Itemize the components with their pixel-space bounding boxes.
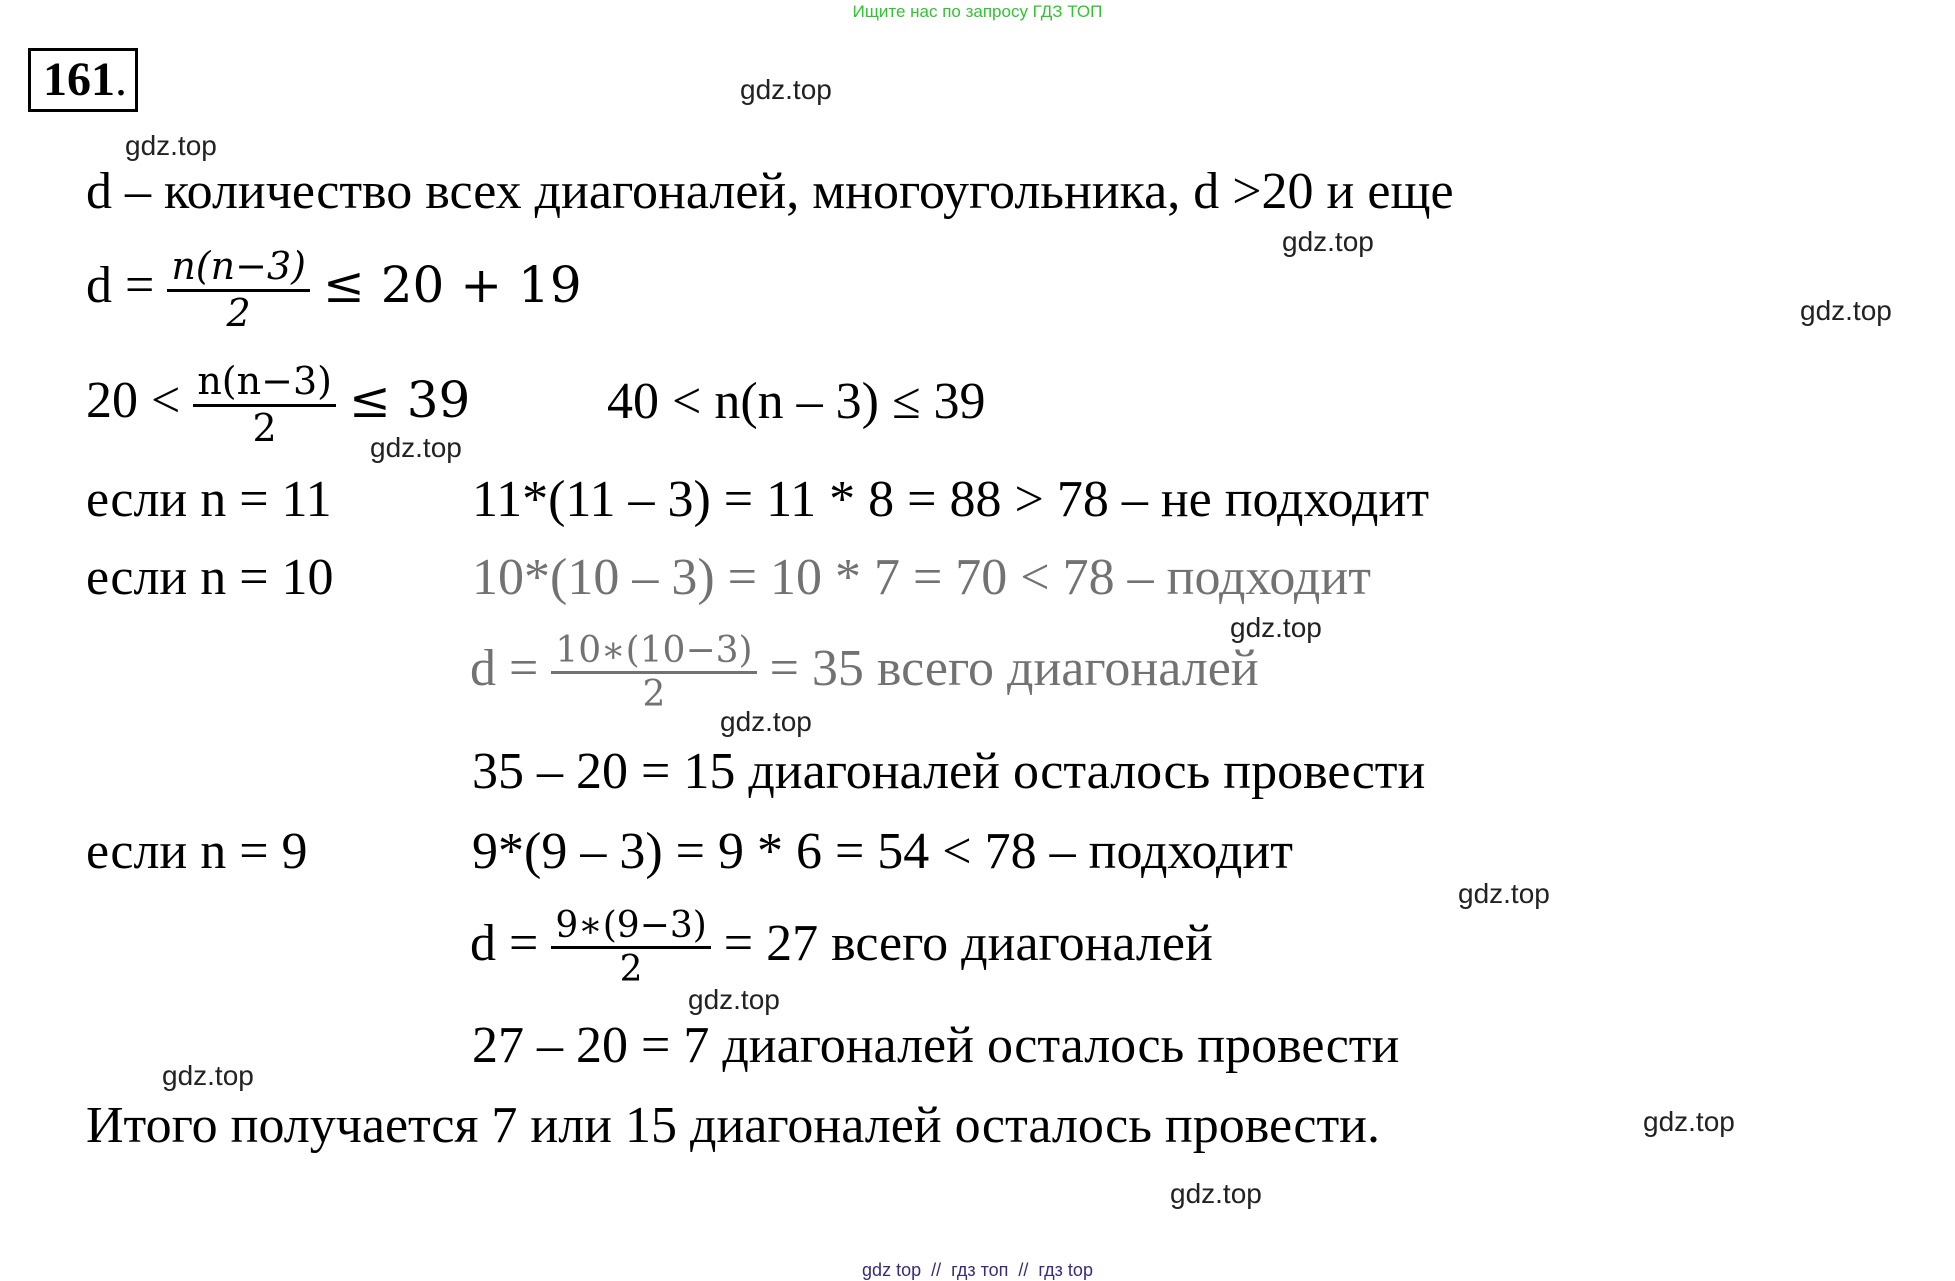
watermark: gdz.top xyxy=(720,706,812,737)
line-6-right: = 35 всего диагоналей xyxy=(769,639,1259,697)
line-3-left: 20 < xyxy=(86,372,181,430)
watermark: gdz.top xyxy=(1800,295,1892,326)
line-definition: d – количество всех диагоналей, многоугольника, d >20 и еще xyxy=(86,163,1454,220)
fraction-denominator: 2 xyxy=(226,290,251,335)
line-9-left: d = xyxy=(470,914,539,972)
watermark: gdz.top xyxy=(1643,1106,1735,1137)
fraction-10-10-3 xyxy=(551,630,756,716)
line-d-35 xyxy=(470,630,1259,716)
watermark: gdz.top xyxy=(370,432,462,463)
fraction-denominator: 2 xyxy=(642,674,666,716)
watermark: gdz.top xyxy=(1230,612,1322,643)
fraction-denominator: 2 xyxy=(252,405,277,450)
watermark: gdz.top xyxy=(125,130,217,161)
fraction-numerator: n(n−3) xyxy=(193,360,336,407)
line-9-right: = 27 всего диагоналей xyxy=(723,914,1213,972)
watermark: gdz.top xyxy=(740,74,832,105)
footer: gdz top // гдз топ // гдз top xyxy=(862,1260,1093,1280)
fraction-numerator: 10∗(10−3) xyxy=(551,630,756,674)
calc-n-9: 9*(9 – 3) = 9 * 6 = 54 < 78 – подходит xyxy=(472,823,1293,880)
line-inequality-3: 40 < n(n – 3) ≤ 39 xyxy=(607,373,986,430)
watermark: gdz.top xyxy=(1282,226,1374,257)
watermark: gdz.top xyxy=(1458,878,1550,909)
line-2-left: d = xyxy=(86,257,155,315)
watermark: gdz.top xyxy=(1170,1178,1262,1209)
fraction-9-9-3 xyxy=(551,905,710,991)
problem-number-dot: . xyxy=(115,53,127,106)
fraction-n-n-3 xyxy=(193,360,336,450)
problem-number: 161 xyxy=(43,53,115,106)
problem-number-box xyxy=(28,48,138,112)
line-conclusion: Итого получается 7 или 15 диагоналей осталось провести. xyxy=(86,1097,1381,1154)
watermark: gdz.top xyxy=(162,1060,254,1091)
fraction-denominator: 2 xyxy=(619,949,643,991)
line-2-right: ≤ 20 + 19 xyxy=(322,256,582,315)
line-inequality-2 xyxy=(86,360,470,450)
line-remaining-7: 27 – 20 = 7 диагоналей осталось провести xyxy=(472,1017,1400,1074)
calc-n-10: 10*(10 – 3) = 10 * 7 = 70 < 78 – подходит xyxy=(472,549,1371,606)
line-6-left: d = xyxy=(470,639,539,697)
top-banner: Ищите нас по запросу ГДЗ ТОП xyxy=(852,2,1103,21)
line-d-27 xyxy=(470,905,1213,991)
fraction-numerator: n(n−3) xyxy=(167,245,310,292)
line-remaining-15: 35 – 20 = 15 диагоналей осталось провести xyxy=(472,743,1426,800)
case-n-10: если n = 10 xyxy=(86,549,334,606)
fraction-numerator: 9∗(9−3) xyxy=(551,905,710,949)
watermark: gdz.top xyxy=(688,984,780,1015)
case-n-11: если n = 11 xyxy=(86,471,332,528)
line-3-right: ≤ 39 xyxy=(348,371,471,430)
case-n-9: если n = 9 xyxy=(86,823,308,880)
fraction-n-n-3 xyxy=(167,245,310,335)
line-inequality-1 xyxy=(86,245,582,335)
calc-n-11: 11*(11 – 3) = 11 * 8 = 88 > 78 – не подходит xyxy=(472,471,1430,528)
